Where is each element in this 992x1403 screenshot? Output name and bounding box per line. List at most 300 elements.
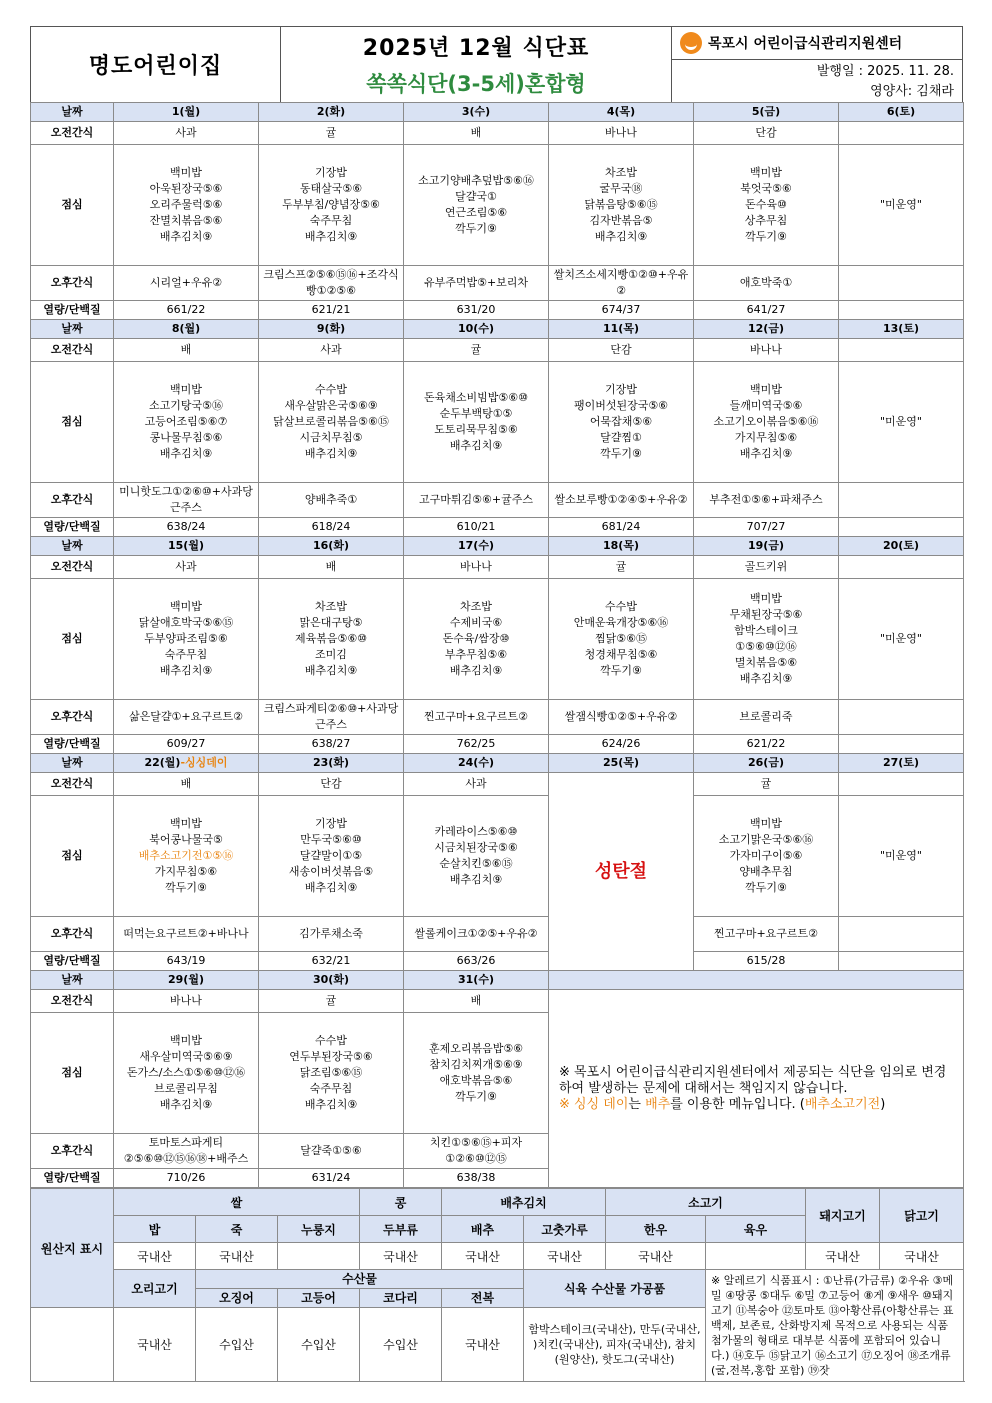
menu-item: 기장밥	[605, 383, 637, 396]
menu-item: "미운영"	[880, 415, 922, 428]
calorie-protein: 624/26	[549, 735, 694, 754]
pm-snack	[839, 700, 964, 735]
origin-col: 밥	[114, 1216, 196, 1243]
menu-item: 오리주물럭⑤⑥	[149, 198, 223, 211]
origin-val: 국내산	[880, 1243, 964, 1270]
menu-item: 닭볶음탕⑤⑥⑮	[584, 198, 658, 211]
smile-logo-icon	[680, 32, 702, 54]
row-label: 열량/단백질	[31, 952, 114, 971]
menu-item: 시금치된장국⑤⑥	[434, 841, 518, 854]
menu-item: 순두부백탕①⑤	[439, 407, 513, 420]
menu-item: 수수밥	[315, 383, 347, 396]
menu-item: 시금치무침⑤	[299, 431, 363, 444]
day-date: 5(금)	[751, 105, 781, 118]
pm-snack-row	[31, 917, 964, 952]
processed-origin: 함박스테이크(국내산), 만두(국내산, )치킨(국내산), 피자(국내산), 참치(원양산), 핫도그(국내산)	[524, 1308, 706, 1382]
am-snack: 바나나	[404, 556, 549, 579]
calorie-protein: 643/19	[114, 952, 259, 971]
lunch-row	[31, 579, 964, 700]
origin-val2: 국내산	[442, 1308, 524, 1382]
calorie-protein: 762/25	[404, 735, 549, 754]
menu-item: 닭살애호박국⑤⑥⑮	[138, 616, 234, 629]
day-header	[114, 103, 259, 122]
day-header	[694, 754, 839, 773]
menu-item: 백미밥	[170, 817, 202, 830]
menu-item: 숙주무침	[164, 648, 208, 661]
day-date: 4(목)	[606, 105, 636, 118]
menu-item: 새우살맑은국⑤⑥⑨	[284, 399, 378, 412]
row-label: 날짜	[31, 320, 114, 339]
menu-item: 안매운육개장⑤⑥⑯	[573, 616, 669, 629]
lunch-menu	[114, 145, 259, 266]
origin-val: 국내산	[606, 1243, 706, 1270]
am-snack: 귤	[259, 990, 404, 1013]
lunch-menu	[694, 579, 839, 700]
allergy-note: ※ 알레르기 식품표시 : ①난류(가금류) ②우유 ③메밀 ④땅콩 ⑤대두 ⑥밀 ⑦고등어 ⑧게 ⑨새우 ⑩돼지고기 ⑪복숭아 ⑫토마토 ⑬아황산류(아황산류는 표백제, 보존료, 산화방지제 목적으로 사용되는 식품첨가물의 형태로 대부분 식품에 포함되어 있습니다.) ⑭호두 ⑮닭고기 ⑯소고기 ⑰오징어 ⑱조개류(굴,전복,홍합 포함) ⑲잣	[706, 1270, 964, 1382]
day-date: 1(월)	[171, 105, 201, 118]
calorie-protein: 631/20	[404, 301, 549, 320]
calorie-protein: 674/37	[549, 301, 694, 320]
center-logo	[672, 27, 962, 60]
menu-item: 깍두기⑨	[600, 664, 642, 677]
calorie-protein: 618/24	[259, 518, 404, 537]
header-right	[672, 27, 962, 102]
calorie-row	[31, 301, 964, 320]
menu-item: 연근조림⑤⑥	[444, 206, 508, 219]
row-label: 열량/단백질	[31, 1169, 114, 1188]
row-label: 날짜	[31, 754, 114, 773]
row-label: 오후간식	[31, 917, 114, 952]
calorie-protein	[839, 952, 964, 971]
pm-snack: 떠먹는요구르트②+바나나	[114, 917, 259, 952]
origin-val: 국내산	[360, 1243, 442, 1270]
menu-item: "미운영"	[880, 849, 922, 862]
row-label: 오전간식	[31, 556, 114, 579]
menu-item: 도토리묵무침⑤⑥	[434, 423, 518, 436]
origin-val2	[31, 1308, 114, 1382]
pm-snack: 부추전①⑤⑥+파채주스	[694, 483, 839, 518]
calorie-protein: 615/28	[694, 952, 839, 971]
menu-item: 배추김치⑨	[449, 439, 503, 452]
calorie-protein: 610/21	[404, 518, 549, 537]
origin-group-bean: 콩	[360, 1189, 442, 1216]
origin-group-pork: 돼지고기	[806, 1189, 880, 1243]
lunch-menu	[404, 579, 549, 700]
issue-date: 발행일 : 2025. 11. 28.	[816, 64, 954, 79]
calorie-protein: 638/24	[114, 518, 259, 537]
origin-val2: 수입산	[278, 1308, 360, 1382]
origin-group-beef: 소고기	[606, 1189, 806, 1216]
am-snack	[839, 339, 964, 362]
day-header	[694, 537, 839, 556]
row-label: 오전간식	[31, 990, 114, 1013]
pm-snack: 양배추죽①	[259, 483, 404, 518]
calorie-protein: 609/27	[114, 735, 259, 754]
lunch-menu	[839, 145, 964, 266]
menu-item: 들깨미역국⑤⑥	[729, 399, 803, 412]
menu-item: 함박스테이크	[734, 624, 798, 637]
day-tag-sep: -	[180, 756, 186, 769]
calorie-protein: 632/21	[259, 952, 404, 971]
dietitian: 영양사: 김채라	[870, 84, 954, 99]
am-snack: 귤	[549, 556, 694, 579]
day-date: 22(월)	[144, 756, 181, 769]
pm-snack: 미니핫도그①②⑥⑩+사과당근주스	[114, 483, 259, 518]
menu-item: 소고기오이볶음⑤⑥⑯	[713, 415, 819, 428]
menu-item: 닭살브로콜리볶음⑤⑥⑮	[273, 415, 389, 428]
pm-snack: 삶은달걀①+요구르트②	[114, 700, 259, 735]
menu-item: 소고기탕국⑤⑯	[149, 399, 223, 412]
row-label: 오후간식	[31, 483, 114, 518]
holiday-cell: 성탄절	[549, 773, 694, 971]
menu-item: 멸치볶음⑤⑥	[734, 656, 798, 669]
menu-item: 훈제오리볶음밥⑤⑥	[428, 1042, 524, 1055]
day-date: 29(월)	[168, 973, 204, 986]
pm-snack: 찐고구마+요구르트②	[694, 917, 839, 952]
date-row	[31, 971, 964, 990]
row-label: 오전간식	[31, 773, 114, 796]
notice-line-1: ※ 목포시 어린이급식관리지원센터에서 제공되는 식단을 임의로 변경하여 발생하는 문제에 대해서는 책임지지 않습니다.	[559, 1064, 947, 1096]
am-snack: 골드키위	[694, 556, 839, 579]
day-date: 2(화)	[316, 105, 346, 118]
menu-item: 깍두기⑨	[455, 1090, 497, 1103]
menu-item: "미운영"	[880, 632, 922, 645]
row-label: 오후간식	[31, 1134, 114, 1169]
pm-snack	[839, 266, 964, 301]
am-snack: 단감	[694, 122, 839, 145]
lunch-menu	[259, 1013, 404, 1134]
notice-line-2	[559, 1097, 953, 1113]
day-header	[259, 103, 404, 122]
am-snack-row	[31, 556, 964, 579]
day-date: 6(토)	[886, 105, 916, 118]
menu-item: 배추김치⑨	[449, 664, 503, 677]
menu-item: 기장밥	[315, 817, 347, 830]
day-date: 19(금)	[748, 539, 784, 552]
am-snack-row	[31, 122, 964, 145]
menu-item: 배추김치⑨	[159, 664, 213, 677]
origin-seafood: 수산물	[196, 1270, 524, 1289]
date-row	[31, 103, 964, 122]
day-header	[839, 537, 964, 556]
empty-date	[549, 971, 964, 990]
row-label: 날짜	[31, 537, 114, 556]
menu-item: 수수밥	[315, 1034, 347, 1047]
menu-item: 굴무국⑱	[599, 182, 643, 195]
menu-item: 차조밥	[315, 600, 347, 613]
calorie-protein	[839, 518, 964, 537]
am-snack: 단감	[259, 773, 404, 796]
menu-item: ①⑤⑥⑩⑫⑯	[735, 640, 797, 653]
row-label: 열량/단백질	[31, 301, 114, 320]
origin-val	[278, 1243, 360, 1270]
menu-item: 순살치킨⑤⑥⑮	[439, 857, 513, 870]
notice-part: )	[880, 1096, 886, 1112]
am-snack: 바나나	[549, 122, 694, 145]
am-snack: 배	[404, 122, 549, 145]
origin-col: 한우	[606, 1216, 706, 1243]
calorie-protein: 621/21	[259, 301, 404, 320]
menu-item: 조미김	[315, 648, 347, 661]
origin-col: 육우	[706, 1216, 806, 1243]
origin-group-kimchi: 배추김치	[442, 1189, 606, 1216]
menu-item: 상추무침	[744, 214, 788, 227]
notice-part: 배추소고기전	[804, 1096, 881, 1112]
menu-item: 달걀찜①	[600, 431, 642, 444]
origin-group-chicken: 닭고기	[880, 1189, 964, 1243]
origin-val: 국내산	[442, 1243, 524, 1270]
pm-snack-row	[31, 700, 964, 735]
calorie-protein	[839, 735, 964, 754]
origin-col: 누룽지	[278, 1216, 360, 1243]
origin-val: 국내산	[114, 1243, 196, 1270]
menu-item: 새우살미역국⑤⑥⑨	[139, 1050, 233, 1063]
origin-col: 고춧가루	[524, 1216, 606, 1243]
calorie-protein: 631/24	[259, 1169, 404, 1188]
menu-item: 깍두기⑨	[600, 447, 642, 460]
menu-item: 배추김치⑨	[739, 672, 793, 685]
seafood-col: 오징어	[196, 1289, 278, 1308]
origin-val: 국내산	[196, 1243, 278, 1270]
menu-item: 돈가스/소스①⑤⑥⑩⑫⑯	[126, 1066, 246, 1079]
calorie-protein: 710/26	[114, 1169, 259, 1188]
menu-item: 어묵잡채⑤⑥	[589, 415, 653, 428]
lunch-menu	[694, 145, 839, 266]
day-date: 10(수)	[458, 322, 494, 335]
menu-sheet	[30, 26, 963, 1382]
calorie-row	[31, 735, 964, 754]
menu-item: 가자미구이⑤⑥	[729, 849, 803, 862]
day-date: 11(목)	[603, 322, 639, 335]
day-date: 31(수)	[458, 973, 494, 986]
day-header	[404, 103, 549, 122]
calorie-protein: 661/22	[114, 301, 259, 320]
day-header	[404, 537, 549, 556]
am-snack: 배	[259, 556, 404, 579]
origin-duck: 오리고기	[114, 1270, 196, 1308]
menu-item: 무채된장국⑤⑥	[729, 608, 803, 621]
menu-item: 달걀말이①⑤	[299, 849, 363, 862]
origin-val2: 수입산	[360, 1308, 442, 1382]
row-label: 점심	[31, 579, 114, 700]
day-date: 18(목)	[603, 539, 639, 552]
menu-item: 양배추무침	[739, 865, 793, 878]
origin-val: 국내산	[806, 1243, 880, 1270]
notice-part: 는	[628, 1096, 646, 1112]
day-date: 16(화)	[313, 539, 349, 552]
menu-item: 부추무침⑤⑥	[444, 648, 508, 661]
lunch-menu	[839, 362, 964, 483]
am-snack: 단감	[549, 339, 694, 362]
am-snack-row	[31, 990, 964, 1013]
menu-item: 동태살국⑤⑥	[299, 182, 363, 195]
pm-snack-row	[31, 266, 964, 301]
pm-snack: 찐고구마+요구르트②	[404, 700, 549, 735]
origin-val2: 수입산	[196, 1308, 278, 1382]
am-snack: 귤	[259, 122, 404, 145]
menu-item: 잔멸치볶음⑤⑥	[149, 214, 223, 227]
menu-item: 수제비국⑥	[449, 616, 503, 629]
lunch-row	[31, 145, 964, 266]
am-snack	[839, 773, 964, 796]
am-snack	[839, 556, 964, 579]
menu-item: 찜닭⑤⑥⑮	[595, 632, 647, 645]
am-snack: 사과	[259, 339, 404, 362]
row-label: 날짜	[31, 103, 114, 122]
day-date: 17(수)	[458, 539, 494, 552]
origin-col: 배추	[442, 1216, 524, 1243]
menu-item: 돈수육⑩	[745, 198, 787, 211]
day-header	[404, 971, 549, 990]
origin-val: 국내산	[524, 1243, 606, 1270]
day-date: 9(화)	[316, 322, 346, 335]
calorie-protein: 638/38	[404, 1169, 549, 1188]
notice-part: 를 이용한 메뉴입니다. (	[670, 1096, 805, 1112]
pm-snack: 달걀죽①⑤⑥	[259, 1134, 404, 1169]
menu-item: 백미밥	[170, 166, 202, 179]
menu-item: 백미밥	[750, 817, 782, 830]
lunch-row	[31, 796, 964, 917]
menu-item: 브로콜리무침	[154, 1082, 218, 1095]
lunch-menu	[259, 579, 404, 700]
day-header	[114, 971, 259, 990]
menu-item: 연두부된장국⑤⑥	[289, 1050, 373, 1063]
day-tag: 싱싱데이	[185, 756, 228, 769]
lunch-menu	[839, 579, 964, 700]
menu-item: 기장밥	[315, 166, 347, 179]
lunch-menu	[114, 1013, 259, 1134]
menu-item: 가지무침⑤⑥	[154, 865, 218, 878]
pm-snack: 김가루채소죽	[259, 917, 404, 952]
pm-snack: 쌀롤케이크①②⑤+우유②	[404, 917, 549, 952]
lunch-menu	[549, 579, 694, 700]
origin-col: 죽	[196, 1216, 278, 1243]
menu-item: 돈수육/쌈장⑩	[442, 632, 510, 645]
day-date: 27(토)	[883, 756, 919, 769]
lunch-menu	[404, 362, 549, 483]
menu-item: 백미밥	[750, 383, 782, 396]
title-block	[281, 27, 672, 102]
day-date: 12(금)	[748, 322, 784, 335]
lunch-menu	[404, 145, 549, 266]
calorie-row	[31, 952, 964, 971]
menu-item: 백미밥	[170, 1034, 202, 1047]
lunch-menu	[259, 362, 404, 483]
menu-table	[30, 102, 964, 1188]
seafood-col: 고등어	[278, 1289, 360, 1308]
row-label: 점심	[31, 362, 114, 483]
menu-item: 깍두기⑨	[745, 881, 787, 894]
menu-item: 차조밥	[460, 600, 492, 613]
am-snack: 사과	[404, 773, 549, 796]
am-snack: 귤	[694, 773, 839, 796]
notice-part: 배추	[645, 1096, 671, 1112]
lunch-row	[31, 362, 964, 483]
menu-item: 북어콩나물국⑤	[149, 833, 223, 846]
day-date: 23(화)	[313, 756, 349, 769]
row-label: 오후간식	[31, 700, 114, 735]
day-date: 30(화)	[313, 973, 349, 986]
menu-item: 두부부침/양념장⑤⑥	[282, 198, 380, 211]
pm-snack: 쌀치즈소세지빵①②⑩+우유②	[549, 266, 694, 301]
menu-item: 배추김치⑨	[594, 230, 648, 243]
pm-snack: 쌀소보루빵①②④⑤+우유②	[549, 483, 694, 518]
day-header	[114, 320, 259, 339]
center-name: 목포시 어린이급식관리지원센터	[708, 36, 903, 52]
am-snack: 배	[404, 990, 549, 1013]
row-label: 점심	[31, 796, 114, 917]
menu-item: 가지무침⑤⑥	[734, 431, 798, 444]
menu-item: 참치김치찌개⑤⑥⑨	[429, 1058, 523, 1071]
lunch-menu	[114, 796, 259, 917]
menu-item: 배추김치⑨	[304, 1098, 358, 1111]
origin-col: 두부류	[360, 1216, 442, 1243]
day-header	[404, 754, 549, 773]
day-date: 24(수)	[458, 756, 494, 769]
day-header	[259, 320, 404, 339]
lunch-menu	[259, 145, 404, 266]
day-header	[259, 537, 404, 556]
day-header	[839, 320, 964, 339]
pm-snack: 고구마튀김⑤⑥+귤주스	[404, 483, 549, 518]
row-label: 오후간식	[31, 266, 114, 301]
pm-snack: 브로콜리죽	[694, 700, 839, 735]
menu-item: 배추김치⑨	[159, 1098, 213, 1111]
row-label: 점심	[31, 145, 114, 266]
date-row	[31, 320, 964, 339]
row-label: 열량/단백질	[31, 735, 114, 754]
day-header	[549, 320, 694, 339]
menu-item: 맑은대구탕⑤	[299, 616, 363, 629]
menu-item: 백미밥	[750, 592, 782, 605]
menu-item: 애호박볶음⑤⑥	[439, 1074, 513, 1087]
day-header	[839, 103, 964, 122]
date-row	[31, 754, 964, 773]
day-header	[404, 320, 549, 339]
day-header	[694, 320, 839, 339]
menu-item: 백미밥	[170, 383, 202, 396]
menu-item: 만두국⑤⑥⑩	[300, 833, 362, 846]
origin-val	[706, 1243, 806, 1270]
day-date: 13(토)	[883, 322, 919, 335]
pm-snack-row	[31, 483, 964, 518]
notice-part: 싱싱 데이	[574, 1096, 629, 1112]
menu-item: 수수밥	[605, 600, 637, 613]
page-subtitle: 쏙쏙식단(3-5세)혼합형	[366, 72, 586, 96]
menu-item: 배추김치⑨	[304, 881, 358, 894]
lunch-menu	[404, 1013, 549, 1134]
day-header	[259, 754, 404, 773]
day-date: 15(월)	[168, 539, 204, 552]
pm-snack: 쌀잼식빵①②⑤+우유②	[549, 700, 694, 735]
row-label: 오전간식	[31, 339, 114, 362]
day-header	[114, 754, 259, 773]
lunch-menu	[114, 362, 259, 483]
day-date: 20(토)	[883, 539, 919, 552]
lunch-menu	[549, 145, 694, 266]
menu-item: 아욱된장국⑤⑥	[149, 182, 223, 195]
calorie-protein: 663/26	[404, 952, 549, 971]
menu-item: 북엇국⑤⑥	[740, 182, 792, 195]
menu-item: 백미밥	[750, 166, 782, 179]
lunch-menu	[404, 796, 549, 917]
menu-item: 배추김치⑨	[159, 230, 213, 243]
origin-title: 원산지 표시	[31, 1189, 114, 1308]
am-snack: 배	[114, 773, 259, 796]
calorie-protein	[839, 301, 964, 320]
pm-snack	[839, 483, 964, 518]
menu-item: 배추김치⑨	[304, 447, 358, 460]
